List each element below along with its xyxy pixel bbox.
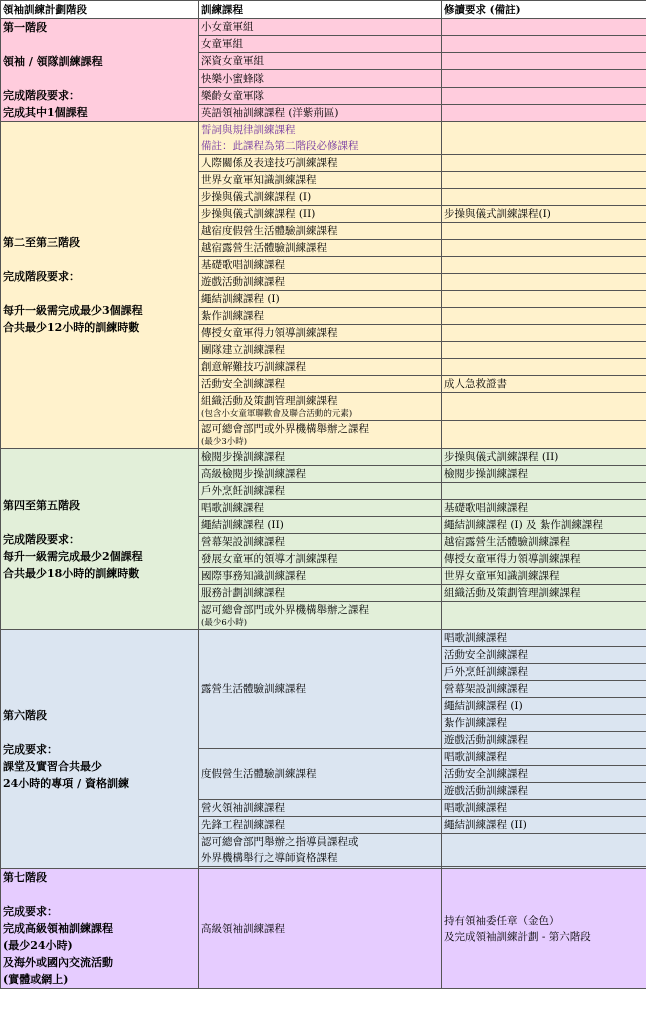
course-name: 高級檢閱步操訓練課程: [199, 466, 442, 483]
course-name: 先鋒工程訓練課程: [199, 817, 442, 834]
stage-3-title: 第四至第五階段: [3, 498, 80, 512]
course-requirement: [442, 869, 646, 989]
table-row: [1, 122, 646, 155]
stage-2-requirement-label: 完成階段要求：: [3, 270, 80, 283]
stage-1-requirement: 完成其中1個課程: [3, 106, 88, 119]
stage-5-exchange: 及海外或國內交流活動: [3, 956, 113, 969]
stage-2-title: 第二至第三階段: [3, 236, 80, 249]
course-requirement: 基礎歌唱訓練課程: [442, 500, 646, 517]
external-course: 認可總會部門或外界機構舉辦之課程: [201, 423, 369, 435]
stage-5-cell: [1, 869, 199, 989]
header-course: 訓練課程: [199, 1, 442, 19]
course-name: 小女童軍組: [199, 19, 442, 36]
course-name: 國際事務知識訓練課程: [199, 568, 442, 585]
course-name: 英語領袖訓練課程 (洋紫荊區): [199, 104, 442, 121]
course-requirement: 繩結訓練課程 (II): [442, 817, 646, 834]
advanced-requirement-line-1: 持有領袖委任章（金色）: [444, 914, 560, 927]
stage-5-requirement-hours: (最少24小時): [3, 939, 73, 952]
oath-course-note: 備註：此課程為第二階段必修課程: [201, 140, 359, 152]
course-requirement: 越宿露營生活體驗訓練課程: [442, 534, 646, 551]
stage-3-requirement-hours: 合共最少18小時的訓練時數: [3, 566, 140, 580]
course-name: 活動安全訓練課程: [199, 376, 442, 393]
stage-3-cell: [1, 449, 199, 630]
course-requirement: 傳授女童軍得力領導訓練課程: [442, 551, 646, 568]
course-requirement: 步操與儀式訓練課程(I): [442, 206, 646, 223]
course-requirement: 遊戲活動訓練課程: [442, 783, 646, 800]
course-name: 越宿露營生活體驗訓練課程: [199, 240, 442, 257]
external-course-note: (最少6小時): [201, 618, 248, 628]
course-requirement: 唱歌訓練課程: [442, 800, 646, 817]
stage-1-requirement-label: 完成階段要求：: [3, 89, 80, 102]
course-name: [199, 602, 442, 630]
stage-1-cell: [1, 19, 199, 122]
course-requirement: 世界女童軍知識訓練課程: [442, 568, 646, 585]
instructor-course-line-1: 認可總會部門舉辦之指導員課程或: [201, 836, 359, 848]
table-row: [1, 449, 646, 466]
course-name: [199, 122, 442, 155]
course-requirement: [442, 483, 646, 500]
course-requirement: [442, 308, 646, 325]
course-requirement: 成人急救證書: [442, 376, 646, 393]
course-name: 紮作訓練課程: [199, 308, 442, 325]
course-requirement: [442, 291, 646, 308]
course-requirement: 活動安全訓練課程: [442, 647, 646, 664]
course-name: [199, 834, 442, 867]
course-requirement: [442, 240, 646, 257]
course-requirement: [442, 172, 646, 189]
stage-3-requirement-label: 完成階段要求：: [3, 532, 80, 546]
course-requirement: 唱歌訓練課程: [442, 630, 646, 647]
course-requirement: 營幕架設訓練課程: [442, 681, 646, 698]
course-name: 團隊建立訓練課程: [199, 342, 442, 359]
org-course: 組織活動及策劃管理訓練課程: [201, 395, 338, 407]
stage-5-requirement-label: 完成要求：: [3, 905, 58, 918]
stage-5-exchange-mode: (實體或網上): [3, 973, 69, 986]
course-requirement: 遊戲活動訓練課程: [442, 732, 646, 749]
course-name: 樂齡女童軍隊: [199, 87, 442, 104]
course-requirement: [442, 359, 646, 376]
stage-3-requirement-courses: 每升一級需完成最少2個課程: [3, 549, 143, 563]
stage-4-requirement: 課堂及實習合共最少: [3, 759, 102, 773]
course-requirement: [442, 223, 646, 240]
stage-4-cell: [1, 630, 199, 869]
course-requirement: [442, 189, 646, 206]
course-requirement: 檢閱步操訓練課程: [442, 466, 646, 483]
course-requirement: 組織活動及策劃管理訓練課程: [442, 585, 646, 602]
course-requirement: 戶外烹飪訓練課程: [442, 664, 646, 681]
course-requirement: [442, 155, 646, 172]
course-name: 繩結訓練課程 (I): [199, 291, 442, 308]
stage-4-requirement-label: 完成要求：: [3, 742, 58, 756]
course-name: 女童軍組: [199, 36, 442, 53]
oath-course: 誓詞與規律訓練課程: [201, 124, 296, 136]
course-name: 服務計劃訓練課程: [199, 585, 442, 602]
course-name: 遊戲活動訓練課程: [199, 274, 442, 291]
course-name: 檢閱步操訓練課程: [199, 449, 442, 466]
holiday-camp-course: 度假營生活體驗訓練課程: [199, 749, 442, 800]
external-course-note: (最少3小時): [201, 437, 248, 447]
course-name: 基礎歌唱訓練課程: [199, 257, 442, 274]
camp-course: 露營生活體驗訓練課程: [199, 630, 442, 749]
header-row: [1, 1, 646, 19]
course-name: 唱歌訓練課程: [199, 500, 442, 517]
course-name: 世界女童軍知識訓練課程: [199, 172, 442, 189]
course-requirement: 紮作訓練課程: [442, 715, 646, 732]
course-name: 快樂小蜜蜂隊: [199, 70, 442, 87]
course-name: 深資女童軍組: [199, 53, 442, 70]
course-requirement: [442, 325, 646, 342]
course-name: 發展女童軍的領導才訓練課程: [199, 551, 442, 568]
stage-4-title: 第六階段: [3, 708, 47, 722]
course-name: 營幕架設訓練課程: [199, 534, 442, 551]
stage-5-title: 第七階段: [3, 871, 47, 884]
course-requirement: 唱歌訓練課程: [442, 749, 646, 766]
stage-2-requirement-hours: 合共最少12小時的訓練時數: [3, 321, 140, 334]
course-name: 步操與儀式訓練課程 (II): [199, 206, 442, 223]
stage-2-requirement-courses: 每升一級需完成最少3個課程: [3, 304, 143, 317]
course-name: [199, 393, 442, 421]
course-name: 營火領袖訓練課程: [199, 800, 442, 817]
course-requirement: 步操與儀式訓練課程 (II): [442, 449, 646, 466]
course-requirement: 繩結訓練課程 (I): [442, 698, 646, 715]
stage-1-course-type: 領袖 / 領隊訓練課程: [3, 55, 103, 68]
course-name: 創意解難技巧訓練課程: [199, 359, 442, 376]
course-name: 人際關係及表達技巧訓練課程: [199, 155, 442, 172]
external-course: 認可總會部門或外界機構舉辦之課程: [201, 604, 369, 616]
course-name: 戶外烹飪訓練課程: [199, 483, 442, 500]
course-name: 繩結訓練課程 (II): [199, 517, 442, 534]
course-requirement: 活動安全訓練課程: [442, 766, 646, 783]
stage-2-cell: [1, 122, 199, 449]
course-name: [199, 421, 442, 449]
course-requirement: 繩結訓練課程 (I) 及 紮作訓練課程: [442, 517, 646, 534]
stage-4-requirement-hours: 24小時的專項 / 資格訓練: [3, 776, 129, 790]
advanced-course: 高級領袖訓練課程: [199, 869, 442, 989]
table-row: [1, 630, 646, 647]
stage-1-title: 第一階段: [3, 21, 47, 34]
advanced-requirement-line-2: 及完成領袖訓練計劃 - 第六階段: [444, 930, 591, 943]
table-row: [1, 19, 646, 36]
header-requirement: 修讀要求 (備註): [442, 1, 646, 19]
course-requirement: [442, 19, 646, 36]
course-name: 傳授女童軍得力領導訓練課程: [199, 325, 442, 342]
course-requirement: [442, 342, 646, 359]
course-requirement: [442, 274, 646, 291]
course-requirement: [442, 257, 646, 274]
org-course-note: (包含小女童軍聯歡會及聯合活動的元素): [201, 409, 353, 419]
instructor-course-line-2: 外界機構舉行之導師資格課程: [201, 852, 338, 864]
table-row: [1, 869, 646, 989]
course-name: 越宿度假營生活體驗訓練課程: [199, 223, 442, 240]
stage-5-requirement: 完成高級領袖訓練課程: [3, 922, 113, 935]
course-name: 步操與儀式訓練課程 (I): [199, 189, 442, 206]
header-stage: 領袖訓練計劃階段: [1, 1, 199, 19]
